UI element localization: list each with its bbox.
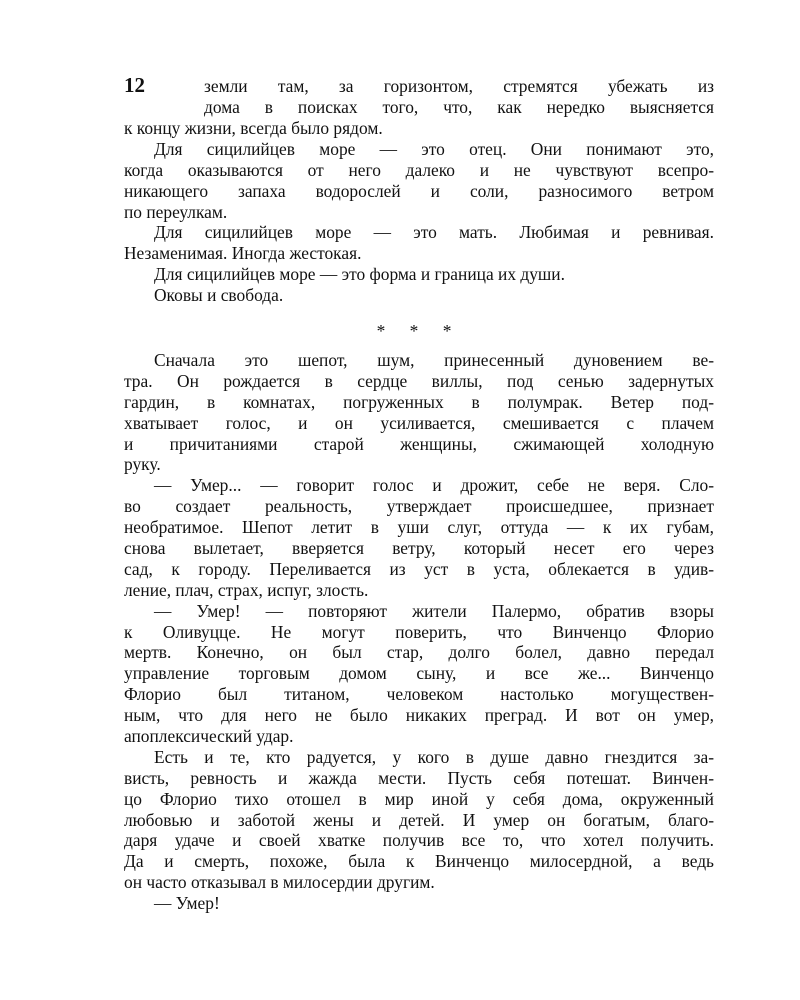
text-line: Для сицилийцев море — это форма и граница их души. [154, 264, 565, 285]
text-line: снова вылетает, вверяется ветру, который несет его через [124, 538, 714, 559]
text-line: к концу жизни, всегда было рядом. [124, 118, 383, 138]
text-line: — Умер! [154, 893, 220, 914]
text-line: — Умер... — говорит голос и дрожит, себе не веря. Сло- [154, 475, 714, 496]
text-line: Незаменимая. Иногда жестокая. [124, 243, 362, 264]
text-line: тра. Он рождается в сердце виллы, под сенью задернутых [124, 370, 714, 391]
section-separator: * * * [376, 321, 462, 341]
text-line: Да и смерть, похоже, была к Винченцо милосердной, а ведь [124, 851, 714, 872]
text-line: Сначала это шепот, шум, принесенный дуновением ве- [154, 350, 714, 370]
text-line: любовью и заботой жены и детей. И умер он богатым, благо- [124, 809, 714, 830]
text-line: мертв. Конечно, он был стар, долго болел, давно передал [124, 642, 714, 663]
text-line: когда оказываются от него далеко и не чувствуют всепро- [124, 159, 714, 180]
text-line: Есть и те, кто радуется, у кого в душе давно гнездится за- [154, 746, 714, 767]
text-line: висть, ревность и жажда мести. Пусть себя потешат. Винчен- [124, 767, 714, 788]
page-number: 12 [124, 73, 145, 97]
text-line: сад, к городу. Переливается из уст в уста, облекается в удив- [124, 558, 714, 579]
sea-paragraphs [124, 118, 714, 306]
text-line: Флорио был титаном, человеком настолько могуществен- [124, 684, 714, 705]
text-line: ление, плач, страх, испуг, злость. [124, 579, 369, 600]
text-line: Для сицилийцев море — это мать. Любимая и ревнивая. [154, 222, 714, 243]
text-line: никающего запаха водорослей и соли, разносимого ветром [124, 180, 714, 201]
text-line: по переулкам. [124, 201, 228, 222]
text-line: земли там, за горизонтом, стремятся убежать из [204, 76, 714, 96]
text-line: во создает реальность, утверждает происшедшее, признает [124, 496, 714, 517]
text-line: даря удаче и своей хватке получив все то, что хотел получить. [124, 830, 714, 851]
text-line: Для сицилийцев море — это отец. Они понимают это, [154, 138, 714, 159]
death-paragraphs [124, 350, 714, 914]
text-line: ным, что для него не было никаких преград. И вот он умер, [124, 705, 714, 726]
text-line: апоплексический удар. [124, 726, 294, 747]
text-line: необратимое. Шепот летит в уши слуг, оттуда — к их губам, [124, 517, 714, 538]
text-line: он часто отказывал в милосердии другим. [124, 872, 435, 893]
text-line: Оковы и свобода. [154, 285, 284, 306]
text-line: и причитаниями старой женщины, сжимающей холодную [124, 433, 714, 454]
text-line: дома в поисках того, что, как нередко выясняется [204, 96, 714, 117]
text-line: — Умер! — повторяют жители Палермо, обратив взоры [154, 600, 714, 621]
text-line: управление торговым домом сыну, и все же... Винченцо [124, 663, 714, 684]
text-line: к Оливуцце. Не могут поверить, что Винченцо Флорио [124, 621, 714, 642]
text-line: руку. [124, 454, 161, 475]
text-line: хватывает голос, и он усиливается, смешивается с плачем [124, 412, 714, 433]
text-line: цо Флорио тихо отошел в мир иной у себя дома, окруженный [124, 788, 714, 809]
opening-lines [204, 76, 714, 118]
text-line: гардин, в комнатах, погруженных в полумрак. Ветер под- [124, 391, 714, 412]
